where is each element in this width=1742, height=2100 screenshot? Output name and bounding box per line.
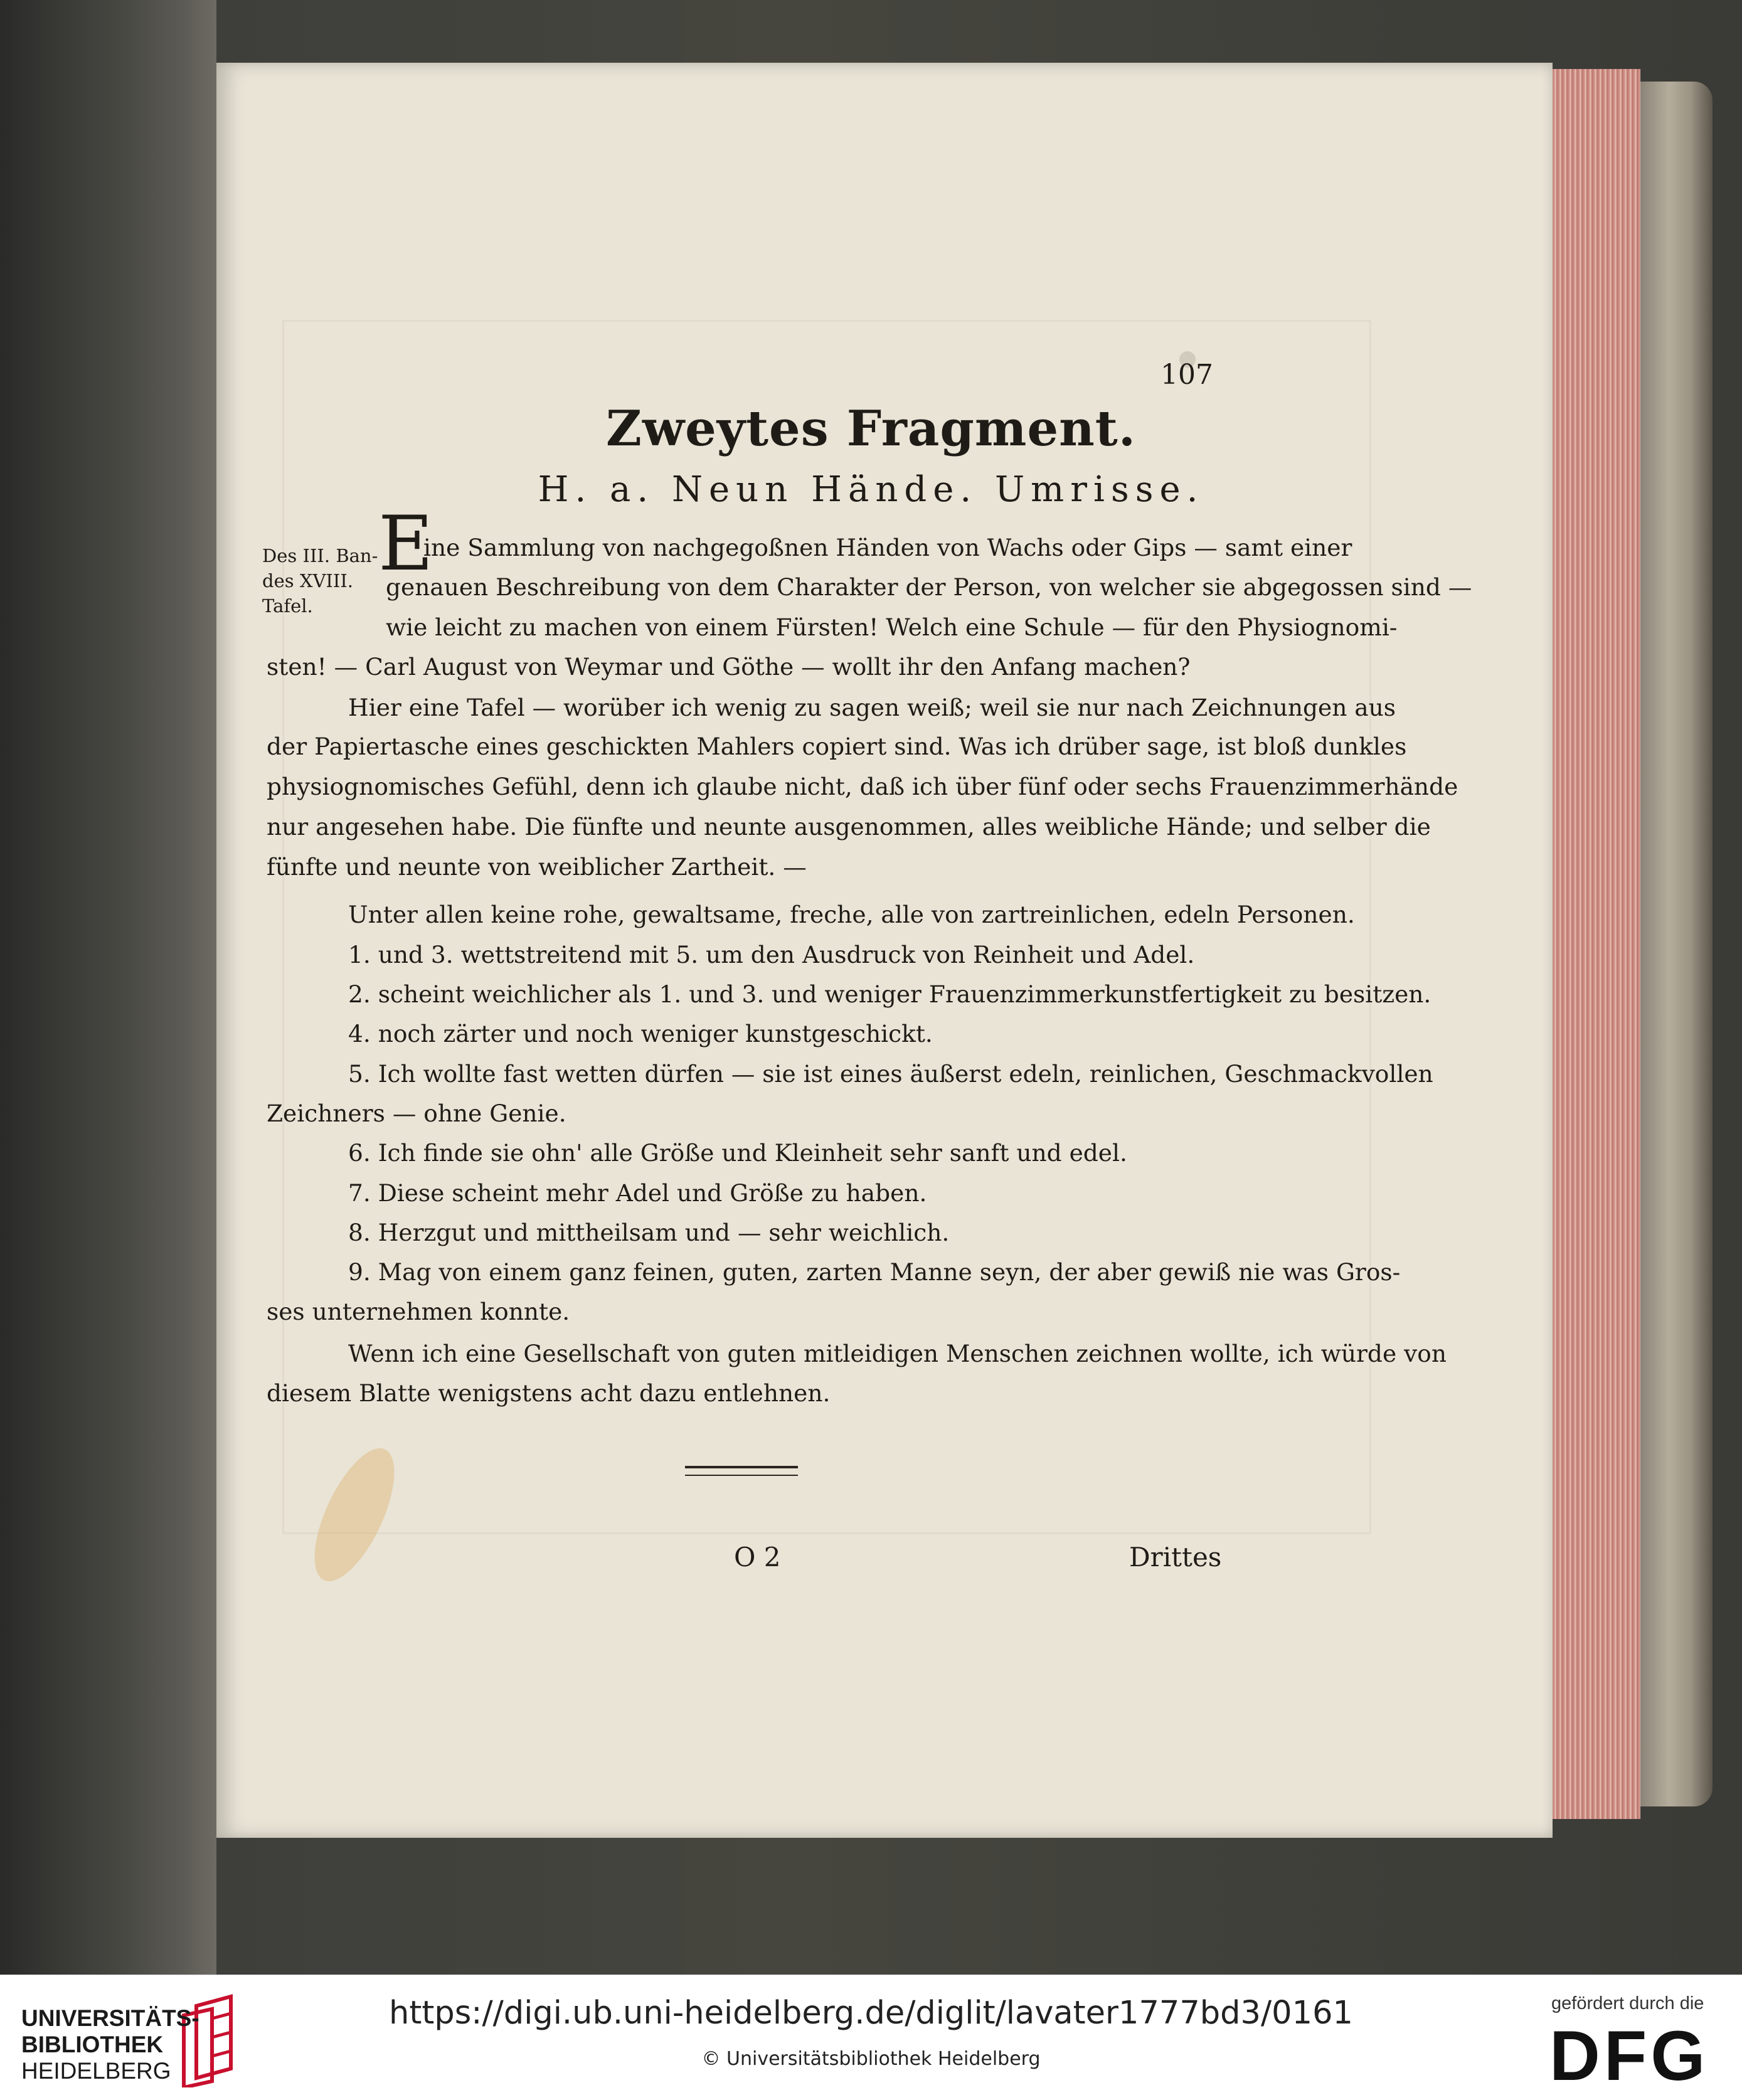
text-line: der Papiertasche eines geschickten Mahlers copiert sind. Was ich drüber sage, ist bloß dunkles — [267, 733, 1407, 760]
text-line: sten! — Carl August von Weymar und Göthe — wollt ihr den Anfang machen? — [267, 653, 1191, 681]
text-line: Zeichners — ohne Genie. — [267, 1100, 566, 1127]
text-line: diesem Blatte wenigstens acht dazu entlehnen. — [267, 1379, 831, 1407]
fragment-title: Zweytes Fragment. — [606, 400, 1136, 457]
red-page-edges — [1553, 69, 1640, 1819]
copyright-notice: © Universitätsbibliothek Heidelberg — [701, 2048, 1041, 2070]
text-line: genauen Beschreibung von dem Charakter der Person, von welcher sie abgegossen sind — — [386, 573, 1472, 601]
text-line: 6. Ich finde sie ohn' alle Größe und Kleinheit sehr sanft und edel. — [348, 1139, 1127, 1167]
library-name-line-2: BIBLIOTHEK — [21, 2032, 164, 2057]
book-gutter-shadow — [0, 0, 216, 1975]
page-number: 107 — [1160, 359, 1213, 391]
text-line: 5. Ich wollte fast wetten dürfen — sie ist eines äußerst edeln, reinlichen, Geschmackvollen — [348, 1060, 1433, 1088]
text-line: 1. und 3. wettstreitend mit 5. um den Ausdruck von Reinheit und Adel. — [348, 941, 1195, 968]
section-heading: H. a. Neun Hände. Umrisse. — [538, 469, 1204, 510]
text-line: nur angesehen habe. Die fünfte und neunte ausgenommen, alles weibliche Hände; und selber die — [267, 813, 1431, 841]
library-name-line-3: HEIDELBERG — [21, 2058, 171, 2084]
text-line: Hier eine Tafel — worüber ich wenig zu sagen weiß; weil sie nur nach Zeichnungen aus — [348, 694, 1396, 721]
text-line: ses unternehmen konnte. — [267, 1298, 570, 1325]
dfg-logo-wordmark: DFG — [1549, 2017, 1709, 2095]
text-line: 7. Diese scheint mehr Adel und Größe zu haben. — [348, 1179, 927, 1207]
funding-caption: gefördert durch die — [1551, 1993, 1704, 2013]
text-line: 4. noch zärter und noch weniger kunstgeschickt. — [348, 1020, 933, 1047]
text-line: ine Sammlung von nachgegoßnen Händen von Wachs oder Gips — samt einer — [423, 534, 1352, 561]
text-line: Wenn ich eine Gesellschaft von guten mitleidigen Menschen zeichnen wollte, ich würde von — [348, 1340, 1447, 1367]
drop-cap: E — [378, 501, 433, 588]
library-name-line-1: UNIVERSITÄTS- — [21, 2005, 199, 2031]
closing-rule — [685, 1466, 798, 1476]
text-line: Unter allen keine rohe, gewaltsame, freche, alle von zartreinlichen, edeln Personen. — [348, 901, 1355, 928]
plate-reference-sidenote: Des III. Ban- des XVIII. Tafel. — [262, 545, 378, 617]
text-line: 8. Herzgut und mittheilsam und — sehr weichlich. — [348, 1219, 950, 1246]
marbled-cover-edge — [1640, 82, 1713, 1806]
catchword: Drittes — [1129, 1542, 1222, 1572]
text-line: physiognomisches Gefühl, denn ich glaube nicht, daß ich über fünf oder sechs Frauenzimmerhände — [267, 773, 1458, 800]
footer-bar — [0, 1975, 1742, 2100]
signature-mark: O 2 — [734, 1542, 781, 1572]
text-line: 9. Mag von einem ganz feinen, guten, zarten Manne seyn, der aber gewiß nie was Gros- — [348, 1258, 1401, 1286]
permalink-url[interactable]: https://digi.ub.uni-heidelberg.de/diglit/lavater1777bd3/0161 — [389, 1995, 1353, 2032]
text-line: wie leicht zu machen von einem Fürsten! Welch eine Schule — für den Physiognomi- — [386, 613, 1398, 641]
text-line: fünfte und neunte von weiblicher Zartheit. — — [267, 853, 807, 881]
text-line: 2. scheint weichlicher als 1. und 3. und weniger Frauenzimmerkunstfertigkeit zu besitzen. — [348, 980, 1431, 1008]
